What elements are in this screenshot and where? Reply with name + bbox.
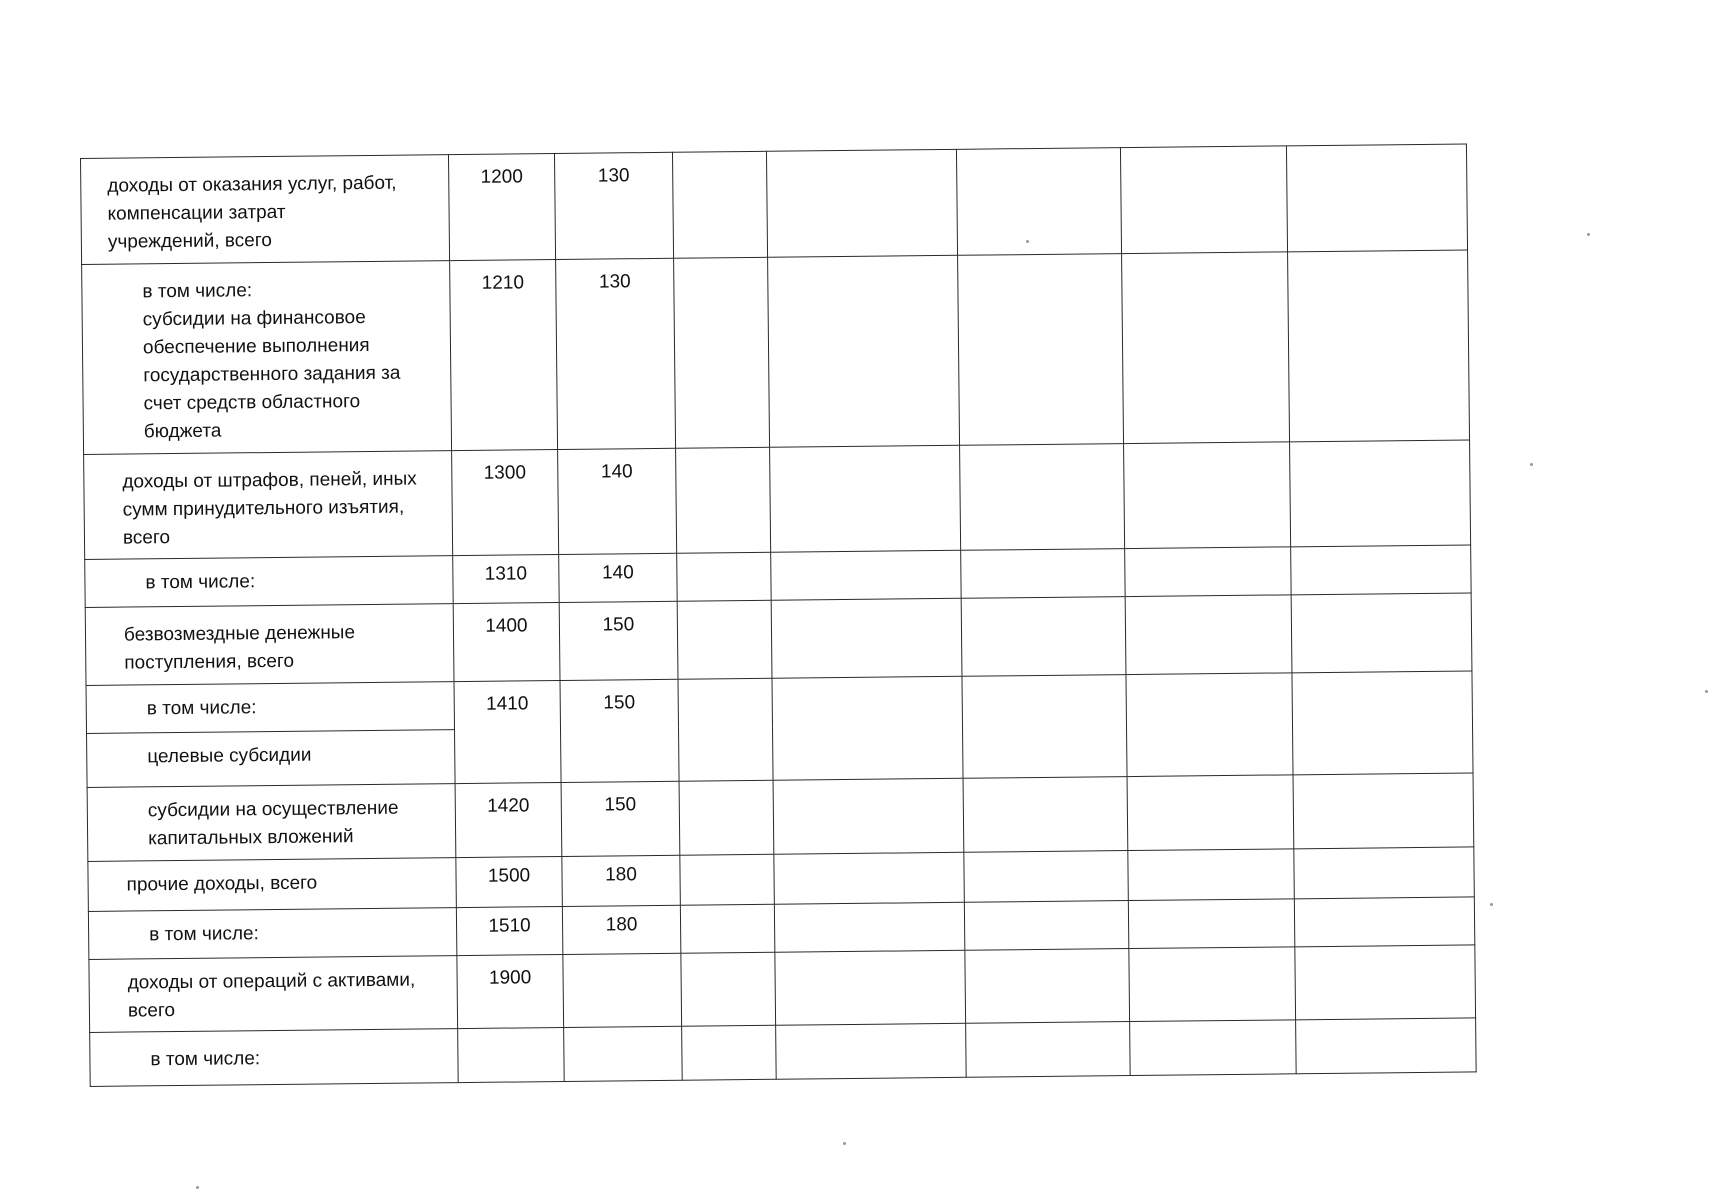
kosgu-cell: 140 (558, 448, 677, 554)
empty-cell (1122, 252, 1290, 444)
scan-speck (1587, 233, 1590, 236)
empty-cell (1288, 250, 1470, 442)
empty-cell (1292, 671, 1473, 775)
empty-cell (965, 949, 1130, 1024)
empty-cell (1290, 440, 1471, 547)
row-label-text: компенсации затрат (107, 201, 286, 225)
empty-cell (958, 254, 1124, 446)
kosgu-cell: 180 (562, 855, 681, 906)
row-label-text: доходы от оказания услуг, работ, (107, 172, 397, 197)
row-label-text: учреждений, всего (107, 229, 272, 253)
code-cell: 1510 (456, 906, 562, 955)
kosgu-cell: 130 (556, 258, 676, 449)
income-table-body (81, 144, 1477, 1086)
empty-cell (680, 854, 775, 905)
empty-cell (775, 950, 966, 1025)
code-cell: 1500 (456, 856, 563, 907)
kosgu-cell: 180 (562, 905, 680, 954)
code-cell: 1400 (453, 603, 560, 682)
empty-cell (1128, 899, 1294, 949)
empty-cell (1125, 547, 1291, 597)
empty-cell (1126, 673, 1293, 777)
scan-speck (1705, 690, 1708, 693)
empty-cell (1120, 146, 1287, 254)
row-label-text: безвозмездные денежные (123, 622, 356, 646)
empty-cell (1128, 849, 1295, 901)
row-label-text: в том числе: (142, 280, 253, 303)
row-label-cell (85, 556, 453, 608)
scan-speck (196, 1186, 199, 1189)
row-label-cell (88, 908, 456, 960)
empty-cell (964, 851, 1129, 903)
empty-cell (682, 1025, 777, 1080)
empty-cell (770, 445, 961, 552)
scan-speck (1490, 903, 1493, 906)
empty-cell (772, 676, 963, 780)
row-label-text: субсидии на осуществление (147, 797, 399, 822)
empty-cell (672, 151, 767, 258)
empty-cell (956, 148, 1121, 256)
empty-cell (1291, 545, 1471, 595)
empty-cell (677, 600, 772, 679)
row-label-text: всего (122, 527, 171, 549)
row-label-text: всего (127, 1000, 176, 1022)
code-cell: 1410 (454, 681, 561, 784)
code-cell: 1900 (457, 954, 564, 1028)
table-row (84, 440, 1471, 560)
empty-cell (677, 552, 771, 601)
empty-cell (1293, 773, 1474, 849)
empty-cell (966, 1022, 1131, 1078)
empty-cell (1124, 442, 1291, 549)
empty-cell (773, 778, 964, 854)
empty-cell (679, 780, 774, 855)
row-label-cell (90, 1029, 459, 1087)
row-label-text: целевые субсидии (147, 744, 312, 768)
table-row (85, 593, 1472, 686)
empty-cell (960, 444, 1125, 551)
row-label-text: сумм принудительного изъятия, (122, 496, 405, 521)
row-label-text: в том числе: (150, 1048, 261, 1071)
row-label-text: прочие доходы, всего (126, 872, 318, 896)
empty-cell (774, 852, 965, 904)
row-label-cell (87, 784, 456, 862)
empty-cell (1130, 1020, 1297, 1076)
empty-cell (1129, 947, 1296, 1022)
row-label-cell (85, 604, 454, 686)
empty-cell (1296, 1018, 1477, 1074)
empty-cell (964, 901, 1128, 951)
row-label-text: в том числе: (146, 697, 257, 720)
table-row (81, 144, 1468, 265)
empty-cell (681, 952, 776, 1026)
row-label-cell (88, 858, 457, 912)
empty-cell (674, 257, 770, 448)
row-label-text: субсидии на финансовое (142, 307, 366, 331)
code-cell (458, 1027, 565, 1082)
scan-speck (1530, 463, 1533, 466)
empty-cell (1294, 897, 1474, 947)
code-cell: 1420 (455, 782, 562, 857)
empty-cell (776, 1023, 967, 1079)
empty-cell (680, 904, 774, 953)
row-label-text: государственного задания за (143, 362, 401, 387)
kosgu-cell: 150 (561, 781, 680, 856)
row-label-cell (82, 261, 452, 455)
empty-cell (676, 447, 771, 553)
empty-cell (962, 675, 1127, 779)
empty-cell (768, 255, 960, 447)
empty-cell (766, 149, 957, 257)
row-label-text: бюджета (143, 420, 222, 443)
row-label-cell (81, 155, 450, 265)
row-label-cell (89, 956, 458, 1033)
row-label-cell (86, 682, 454, 734)
empty-cell (961, 597, 1126, 677)
row-label-text: счет средств областного (143, 391, 361, 415)
row-label-cell (84, 451, 453, 560)
code-cell: 1300 (452, 450, 559, 556)
row-label-text: доходы от операций с активами, (127, 969, 416, 994)
row-label-cell (87, 730, 456, 788)
empty-cell (771, 598, 962, 678)
empty-cell (1291, 593, 1472, 673)
kosgu-cell: 130 (554, 152, 673, 259)
kosgu-cell: 140 (559, 553, 677, 602)
kosgu-cell: 150 (559, 601, 678, 680)
table-row (82, 250, 1470, 455)
empty-cell (1295, 945, 1476, 1020)
empty-cell (963, 777, 1128, 853)
row-label-text: поступления, всего (124, 650, 295, 674)
kosgu-cell (564, 1026, 683, 1081)
empty-cell (1294, 847, 1475, 899)
row-label-text: обеспечение выполнения (142, 334, 370, 359)
code-cell: 1210 (450, 260, 558, 451)
scan-speck (843, 1142, 846, 1145)
income-table (80, 143, 1477, 1086)
empty-cell (1127, 775, 1294, 851)
empty-cell (774, 902, 964, 952)
row-label-text: доходы от штрафов, пеней, иных (122, 468, 417, 493)
income-table-wrapper (80, 143, 1476, 1086)
empty-cell (961, 549, 1125, 599)
row-label-text: в том числе: (149, 923, 259, 946)
row-label-text: в том числе: (145, 571, 256, 594)
empty-cell (678, 678, 773, 781)
row-label-text: капитальных вложений (148, 826, 354, 850)
code-cell: 1200 (448, 154, 555, 261)
empty-cell (1286, 144, 1467, 252)
code-cell: 1310 (453, 555, 559, 604)
kosgu-cell (563, 953, 682, 1027)
empty-cell (1125, 595, 1292, 675)
empty-cell (771, 550, 961, 600)
kosgu-cell: 150 (560, 679, 679, 782)
